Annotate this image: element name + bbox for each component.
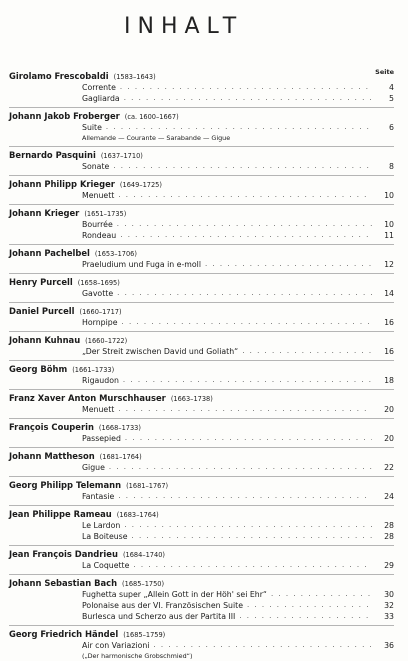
entry-page: 11 (384, 231, 394, 240)
composer-dates: (1658–1695) (77, 279, 120, 287)
composer-name: Daniel Purcell (9, 306, 75, 316)
entry-title: Gigue (82, 463, 105, 472)
entry-title: Passepied (82, 434, 121, 443)
dot-leader (122, 317, 372, 328)
entry-page: 5 (389, 94, 394, 103)
toc-entry (82, 611, 394, 622)
toc-entry (82, 640, 394, 651)
dot-leader (124, 93, 372, 104)
composer-heading (9, 179, 162, 190)
composer-heading (9, 480, 168, 491)
divider (9, 107, 394, 108)
entry-page: 36 (384, 641, 394, 650)
composer-dates: (1685–1750) (122, 580, 165, 588)
composer-heading (9, 451, 142, 462)
divider (9, 476, 394, 477)
entry-page: 6 (389, 123, 394, 132)
dot-leader (153, 640, 372, 651)
entry-page: 16 (384, 347, 394, 356)
toc-entry (82, 491, 394, 502)
toc-entry (82, 230, 394, 241)
entry-title: Rigaudon (82, 376, 119, 385)
entry-title: Corrente (82, 83, 116, 92)
composer-name: Jean Philippe Rameau (9, 509, 112, 519)
composer-name: Johann Mattheson (9, 451, 95, 461)
composer-name: François Couperin (9, 422, 94, 432)
composer-heading (9, 393, 213, 404)
entry-title: La Boiteuse (82, 532, 128, 541)
entry-title: Menuett (82, 191, 115, 200)
toc-entry (82, 520, 394, 531)
dot-leader (120, 82, 372, 93)
entry-title: Fughetta super „Allein Gott in der Höh' sei Ehr“ (82, 590, 267, 599)
divider (9, 418, 394, 419)
divider (9, 244, 394, 245)
entry-page: 12 (384, 260, 394, 269)
composer-heading (9, 578, 164, 589)
composer-dates: (1649–1725) (119, 181, 162, 189)
entry-page: 32 (384, 601, 394, 610)
toc-entry (82, 589, 394, 600)
composer-heading (9, 71, 156, 82)
composer-name: Georg Friedrich Händel (9, 629, 119, 639)
dot-leader (113, 161, 372, 172)
composer-name: Georg Philipp Telemann (9, 480, 122, 490)
divider (9, 175, 394, 176)
composer-name: Johann Jakob Froberger (9, 111, 120, 121)
entry-page: 30 (384, 590, 394, 599)
dot-leader (117, 219, 372, 230)
toc-entry (82, 375, 394, 386)
entry-page: 10 (384, 220, 394, 229)
toc-entry (82, 219, 394, 230)
entry-page: 29 (384, 561, 394, 570)
composer-heading (9, 277, 120, 288)
composer-dates: (1637–1710) (100, 152, 143, 160)
toc-entry (82, 82, 394, 93)
divider (9, 204, 394, 205)
entry-page: 20 (384, 434, 394, 443)
divider (9, 545, 394, 546)
composer-dates: (1681–1764) (99, 453, 142, 461)
entry-title: Menuett (82, 405, 115, 414)
entry-title: Suite (82, 123, 102, 132)
entry-page: 14 (384, 289, 394, 298)
entry-page: 28 (384, 532, 394, 541)
entry-subtitle: Allemande — Courante — Sarabande — Gigue (82, 134, 231, 142)
composer-name: Girolamo Frescobaldi (9, 71, 109, 81)
dot-leader (132, 531, 372, 542)
toc-entry (82, 560, 394, 571)
divider (9, 146, 394, 147)
entry-page: 24 (384, 492, 394, 501)
entry-title: Gagliarda (82, 94, 120, 103)
entry-page: 33 (384, 612, 394, 621)
composer-dates: (1660–1722) (85, 337, 128, 345)
composer-heading (9, 111, 179, 122)
dot-leader (117, 288, 372, 299)
composer-dates: (ca. 1600–1667) (124, 113, 179, 121)
dot-leader (205, 259, 372, 270)
composer-heading (9, 629, 165, 640)
entry-page: 18 (384, 376, 394, 385)
entry-page: 20 (384, 405, 394, 414)
composer-name: Henry Purcell (9, 277, 73, 287)
divider (9, 331, 394, 332)
composer-dates: (1683–1764) (116, 511, 159, 519)
entry-title: Rondeau (82, 231, 117, 240)
composer-heading (9, 509, 159, 520)
composer-name: Johann Sebastian Bach (9, 578, 118, 588)
composer-heading (9, 208, 126, 219)
entry-title: Polonaise aus der VI. Französischen Suite (82, 601, 243, 610)
composer-heading (9, 422, 141, 433)
entry-title: Bourrée (82, 220, 113, 229)
toc-entry (82, 161, 394, 172)
toc-entry (82, 462, 394, 473)
divider (9, 302, 394, 303)
composer-name: Bernardo Pasquini (9, 150, 96, 160)
composer-heading (9, 549, 165, 560)
divider (9, 574, 394, 575)
entry-subtitle: („Der harmonische Grobschmied“) (82, 652, 193, 660)
toc-entry (82, 122, 394, 133)
entry-title: Fantasie (82, 492, 115, 501)
divider (9, 360, 394, 361)
entry-page: 16 (384, 318, 394, 327)
toc-entry (82, 531, 394, 542)
entry-title: Le Lardon (82, 521, 121, 530)
toc-entry (82, 600, 394, 611)
composer-dates: (1668–1733) (98, 424, 141, 432)
composer-dates: (1684–1740) (122, 551, 165, 559)
entry-title: Air con Variazioni (82, 641, 150, 650)
dot-leader (118, 190, 372, 201)
dot-leader (109, 462, 372, 473)
entry-page: 10 (384, 191, 394, 200)
toc-entry (82, 433, 394, 444)
divider (9, 273, 394, 274)
composer-name: Johann Krieger (9, 208, 80, 218)
toc-entry (82, 346, 394, 357)
composer-dates: (1685–1759) (123, 631, 166, 639)
composer-dates: (1660–1717) (79, 308, 122, 316)
dot-leader (133, 560, 372, 571)
dot-leader (239, 611, 372, 622)
composer-name: Franz Xaver Anton Murschhauser (9, 393, 166, 403)
entry-title: „Der Streit zwischen David und Goliath“ (82, 347, 239, 356)
dot-leader (271, 589, 372, 600)
divider (9, 447, 394, 448)
entry-title: Sonate (82, 162, 110, 171)
dot-leader (123, 375, 372, 386)
composer-heading (9, 150, 143, 161)
composer-heading (9, 335, 127, 346)
entry-page: 28 (384, 521, 394, 530)
entry-title: La Coquette (82, 561, 130, 570)
composer-dates: (1681–1767) (126, 482, 169, 490)
entry-title: Burlesca und Scherzo aus der Partita III (82, 612, 236, 621)
dot-leader (125, 433, 372, 444)
toc-entry (82, 259, 394, 270)
composer-heading (9, 248, 137, 259)
composer-heading (9, 306, 122, 317)
composer-dates: (1661–1733) (72, 366, 115, 374)
entry-title: Hornpipe (82, 318, 118, 327)
toc-entry (82, 404, 394, 415)
entry-page: 22 (384, 463, 394, 472)
composer-dates: (1651–1735) (84, 210, 127, 218)
toc-entry (82, 288, 394, 299)
toc-entry (82, 190, 394, 201)
entry-page: 4 (389, 83, 394, 92)
toc-entry (82, 93, 394, 104)
dot-leader (242, 346, 372, 357)
entry-page: 8 (389, 162, 394, 171)
divider (9, 505, 394, 506)
dot-leader (247, 600, 372, 611)
composer-dates: (1583–1643) (113, 73, 156, 81)
dot-leader (120, 230, 372, 241)
dot-leader (124, 520, 372, 531)
divider (9, 389, 394, 390)
divider (9, 625, 394, 626)
page-title: INHALT (124, 14, 244, 39)
composer-name: Johann Pachelbel (9, 248, 90, 258)
toc-entry (82, 317, 394, 328)
composer-dates: (1663–1738) (170, 395, 213, 403)
composer-name: Johann Kuhnau (9, 335, 81, 345)
dot-leader (106, 122, 372, 133)
composer-name: Johann Philipp Krieger (9, 179, 115, 189)
dot-leader (118, 404, 372, 415)
composer-dates: (1653–1706) (94, 250, 137, 258)
entry-title: Praeludium und Fuga in e-moll (82, 260, 201, 269)
composer-name: Jean François Dandrieu (9, 549, 118, 559)
dot-leader (118, 491, 372, 502)
entry-title: Gavotte (82, 289, 114, 298)
composer-heading (9, 364, 114, 375)
page-column-label: Seite (375, 68, 394, 76)
composer-name: Georg Böhm (9, 364, 68, 374)
